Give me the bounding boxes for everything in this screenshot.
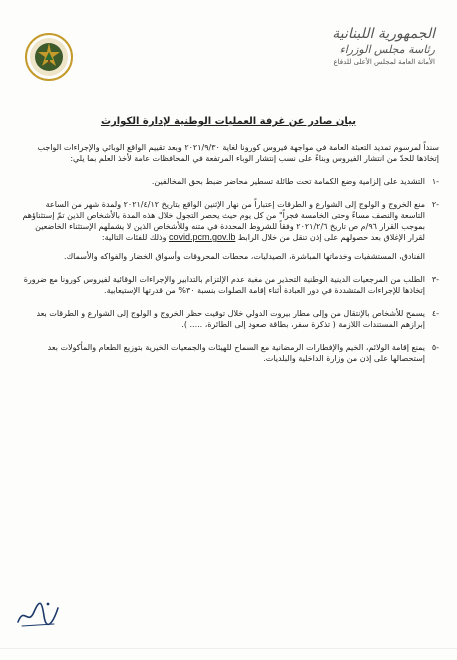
item-number: -٣ <box>431 275 439 284</box>
statement-body <box>20 142 439 376</box>
item-number: -٤ <box>431 309 439 318</box>
letterhead-presidency: رئاسة مجلس الوزراء <box>339 43 435 56</box>
list-item-2 <box>20 199 439 262</box>
intro-paragraph: سنداً لمرسوم تمديد التعبئة العامة في مواجهة فيروس كورونا لغاية ٢٠٢١/٩/٣٠ وبعد تقييم الواقع الوبائي والإجراءات الواجب إتخاذها للحدّ من انتشار الفيروس وبناءً على نسب إنتشار الوباء المرتفعة في المحافظات عامة لأخذ العلم بما يلي: <box>37 143 439 163</box>
item-text: يسمح للأشخاص بالإنتقال من وإلى مطار بيروت الدولي خلال توقيت حظر الخروج و الولوج إلى الشوارع و الطرقات بعد إبرازهم المستندات اللازمة ( تذكرة سفر، بطاقة صعود إلى الطائرة، ..... ). <box>36 309 425 329</box>
list-item-5 <box>20 342 439 364</box>
signature-mark <box>14 596 62 632</box>
item-text-after: وذلك للفئات التالية: <box>101 233 167 242</box>
covid-permit-link[interactable]: covid.pcm.gov.lb <box>168 232 236 242</box>
item-number: -٥ <box>431 343 439 352</box>
letterhead-republic: الجمهورية اللبنانية <box>332 26 435 42</box>
list-item-4 <box>20 308 439 330</box>
item-text: منع الخروج و الولوج إلى الشوارع و الطرقات إعتباراً من نهار الإثنين الواقع بتاريخ ٢٠٢١/٤/١٢ ولمدة شهر من الساعة التاسعة والنصف مساءً وحتى الخامسة فجراً" من كل يوم حيث يحصر التجول خلال هذه المدة بالأشخاص الذين تمّ إستثناؤهم بموجب القرار ٩٦/م ص تاريخ ٢٠٢١/٢/٦ وفقاً للشروط المحددة في متنه وللأشخاص الذين لا يشملهم الإستثناء الخاضعين لقرار الإغلاق بعد حصولهم على إذن تنقل من خلال الرابط <box>22 200 425 242</box>
statement-title: بيان صادر عن غرفة العمليات الوطنية لإدارة الكوارث <box>100 116 357 127</box>
item-text: التشديد على إلزامية وضع الكمامة تحت طائلة تسطير محاضر ضبط بحق المخالفين. <box>151 177 425 186</box>
page-edge-divider <box>0 648 457 649</box>
exempt-categories: الفنادق، المستشفيات وخدماتها المباشرة، الصيدليات، محطات المحروقات وأسواق الخضار والفواكه والأسماك. <box>64 252 425 261</box>
item-number: -١ <box>431 177 439 186</box>
item-text: يمنع إقامة الولائم، الخيم والإفطارات الرمضانية مع السماح للهيئات والجمعيات الخيرية بتوزيع الطعام والمأكولات بعد إستحصالها على إذن من وزارة الداخلية والبلديات. <box>47 343 425 363</box>
item-text: الطلب من المرجعيات الدينية الوطنية التحذير من مغبة عدم الإلتزام بالتدابير والإجراءات الوقائية لفيروس كورونا مع ضرورة إتخاذها للإجراءات المتشددة في دور العبادة أثناء إقامة الصلوات بنسبة ٣٠% من قدرتها الإستيعابية. <box>23 275 425 295</box>
letterhead <box>235 26 435 67</box>
list-item-1 <box>20 176 439 187</box>
emblem-seal-icon <box>24 30 74 84</box>
item-number: -٢ <box>431 200 439 209</box>
list-item-3 <box>20 274 439 296</box>
letterhead-secretariat: الأمانة العامة لمجلس الأعلى للدفاع <box>333 58 435 66</box>
